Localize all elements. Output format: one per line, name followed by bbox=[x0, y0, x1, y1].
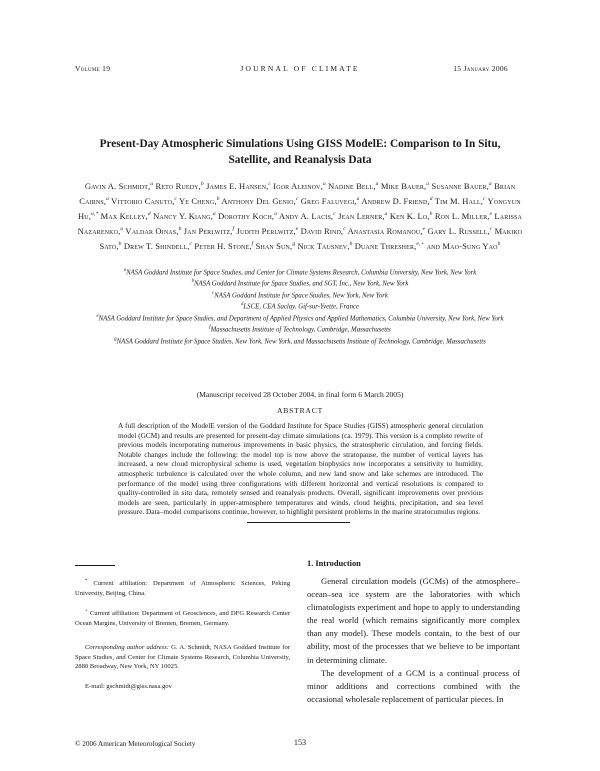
author-affiliation-marker: c bbox=[343, 226, 346, 233]
author-name: Jan Perlwitz, bbox=[183, 225, 233, 236]
author-affiliation-marker: a bbox=[488, 181, 492, 187]
footnote-divider bbox=[75, 565, 115, 566]
author-affiliation-marker: a bbox=[356, 196, 360, 203]
author-name: Reto Ruedy, bbox=[155, 180, 201, 191]
corresponding-author bbox=[75, 643, 290, 672]
author-affiliation-marker: d bbox=[147, 211, 151, 218]
author-name: Nick Tausnev, bbox=[297, 240, 350, 251]
author-name: David Rind, bbox=[300, 225, 344, 236]
affiliation-text: LSCE, CEA Saclay, Gif-sur-Yvette, France bbox=[243, 303, 359, 311]
affiliation-item bbox=[76, 289, 524, 300]
affiliation-marker: a bbox=[123, 268, 127, 273]
author-name: Makiko Sato, bbox=[99, 225, 523, 251]
author-affiliation-marker: c bbox=[333, 211, 336, 218]
affiliation-marker: b bbox=[191, 279, 194, 285]
introduction-body bbox=[307, 575, 520, 706]
footnote-text: Current affiliation: Department of Geosciences, and DFG Research Center Ocean Margins, University of Bremen, Bremen, Germany. bbox=[75, 610, 290, 627]
body-paragraph: The development of a GCM is a continual process of minor additions and corrections combined with the occasional wholesale replacement of particular pieces. In bbox=[307, 667, 520, 704]
author-affiliation-marker: e,+ bbox=[416, 241, 425, 248]
author-affiliation-marker: g bbox=[292, 241, 296, 248]
author-affiliation-marker: c bbox=[482, 196, 486, 203]
author-affiliation-marker: b bbox=[497, 241, 501, 248]
running-header-volume: Volume 19 bbox=[75, 64, 111, 73]
author-affiliation-marker: b bbox=[178, 226, 182, 233]
affiliation-item bbox=[76, 323, 524, 334]
author-name: Vittorio Canuto, bbox=[111, 195, 175, 206]
author-affiliation-marker: e bbox=[489, 211, 493, 218]
author-name: Duane Thresher, bbox=[354, 240, 417, 251]
affiliation-list bbox=[76, 266, 524, 346]
author-affiliation-marker: a bbox=[375, 181, 379, 187]
author-name: Anastasia Romanou, bbox=[347, 225, 423, 236]
copyright-notice: © 2006 American Meteorological Society bbox=[75, 740, 196, 748]
running-header-date: 15 January 2006 bbox=[453, 64, 508, 73]
section-heading-introduction: 1. Introduction bbox=[307, 559, 361, 568]
corresponding-label: Corresponding author address: bbox=[85, 644, 170, 651]
author-name: Nancy Y. Kiang, bbox=[153, 210, 213, 221]
author-name: Shan Sun, bbox=[255, 240, 293, 251]
affiliation-item bbox=[76, 266, 524, 277]
author-affiliation-marker: a bbox=[106, 196, 110, 203]
author-name: Susanne Bauer, bbox=[431, 180, 489, 191]
affiliation-marker: f bbox=[209, 325, 211, 331]
author-affiliation-marker: c bbox=[489, 226, 493, 233]
paper-title-line: Satellite, and Reanalysis Data bbox=[228, 153, 372, 166]
author-name: Peter H. Stone, bbox=[194, 240, 252, 251]
author-affiliation-marker: a bbox=[150, 181, 154, 187]
author-name: Gary L. Russell, bbox=[427, 225, 490, 236]
author-affiliation-marker: a bbox=[212, 211, 216, 218]
author-affiliation-marker: b bbox=[216, 196, 220, 203]
abstract-text: A full description of the ModelE version of the Goddard Institute for Space Studies (GISS) atmospheric general circulation model (GCM) and results are presented for present-day climate simulations (ca. 1979). This version is a complete rewrite of previous models incorporating numerous improvements in basic physics, the stratospheric circulation, and forcing fields. Notable changes include the following: the model top is now above the stratopause, the number of vertical layers has increased, a new cloud microphysical scheme is used, vegetation biophysics now incorporates a sensitivity to humidity, atmospheric turbulence is calculated over the whole column, and new land snow and lake schemes are introduced. The performance of the model using three configurations with different horizontal and vertical resolutions is compared to quality-controlled in situ data, remotely sensed and reanalysis products. Overall, significant improvements over previous models are seen, particularly in upper-atmosphere temperatures and winds, cloud heights, precipitation, and sea level pressure. Data–model comparisons continue, however, to highlight persistent problems in the marine stratocumulus regions. bbox=[118, 421, 483, 517]
manuscript-dates: (Manuscript received 28 October 2004, in final form 6 March 2005) bbox=[196, 390, 404, 399]
author-name: Andy A. Lacis, bbox=[278, 210, 334, 221]
author-name: Dorothy Koch, bbox=[218, 210, 275, 221]
author-name: Greg Faluvegi, bbox=[300, 195, 357, 206]
author-name: Larissa Nazarenko, bbox=[77, 210, 522, 236]
affiliation-item bbox=[76, 312, 524, 323]
author-affiliation-marker: f bbox=[232, 226, 235, 233]
author-name: Anthony Del Genio, bbox=[221, 195, 296, 206]
affiliation-text: NASA Goddard Institute for Space Studies, New York, New York, and Massachusetts Institute of Technology, Cambridge, Massachusetts bbox=[116, 338, 486, 346]
author-affiliation-marker: a bbox=[426, 181, 430, 187]
author-affiliation-marker: a bbox=[274, 211, 278, 218]
affiliation-item bbox=[76, 300, 524, 311]
author-affiliation-marker: a bbox=[120, 226, 124, 233]
author-name: Andrew D. Friend, bbox=[361, 195, 430, 206]
author-affiliation-marker: a bbox=[384, 211, 388, 218]
author-name: James E. Hansen, bbox=[206, 180, 269, 191]
footnote-marker: + bbox=[85, 609, 88, 614]
footnote-affiliation-2 bbox=[75, 607, 290, 628]
author-affiliation-marker: c bbox=[268, 181, 271, 187]
paper-title bbox=[80, 137, 520, 168]
author-affiliation-marker: e bbox=[422, 226, 426, 233]
abstract-heading: ABSTRACT bbox=[276, 406, 324, 415]
body-paragraph: General circulation models (GCMs) of the atmosphere–ocean–sea ice system are the laboratories with which climatologists experiment and hope to apply to understanding the real world (which remains significantly more complex than any model). These models contain, to the best of our ability, most of the processes that we believe to be important in determining climate. bbox=[307, 576, 520, 665]
author-affiliation-marker: b bbox=[118, 241, 122, 248]
affiliation-item bbox=[76, 335, 524, 346]
affiliation-marker: c bbox=[212, 290, 215, 296]
author-affiliation-marker: c bbox=[174, 196, 177, 203]
author-name: Valdar Oinas, bbox=[125, 225, 179, 236]
author-name: Igor Aleinov, bbox=[273, 180, 323, 191]
affiliation-text: NASA Goddard Institute for Space Studies, and Center for Climate Systems Research, Columbia University, New York, New York bbox=[126, 269, 477, 277]
author-affiliation-marker: d bbox=[429, 196, 433, 203]
author-affiliation-marker: b bbox=[200, 181, 204, 187]
affiliation-text: Massachusetts Institute of Technology, Cambridge, Massachusetts bbox=[210, 326, 391, 334]
footnote-marker: * bbox=[85, 579, 88, 584]
affiliation-marker: d bbox=[241, 302, 244, 308]
author-name: Ye Cheng, bbox=[178, 195, 217, 206]
section-divider bbox=[247, 522, 350, 523]
affiliation-marker: e bbox=[96, 313, 99, 319]
email-text: E-mail: gschmidt@giss.nasa.gov bbox=[85, 683, 172, 690]
author-name: Nadine Bell, bbox=[328, 180, 376, 191]
author-affiliation-marker: b bbox=[429, 211, 433, 218]
author-name: Judith Perlwitz, bbox=[236, 225, 296, 236]
author-affiliation-marker: c bbox=[295, 196, 299, 203]
author-name: Yongyun Hu, bbox=[78, 195, 521, 221]
author-affiliation-marker: a,* bbox=[91, 211, 99, 218]
affiliation-marker: g bbox=[114, 336, 117, 342]
author-affiliation-marker: f bbox=[251, 241, 254, 248]
author-name: Tim M. Hall, bbox=[434, 195, 483, 206]
author-affiliation-marker: e bbox=[295, 226, 299, 233]
author-list bbox=[70, 178, 530, 253]
running-header-journal: JOURNAL OF CLIMATE bbox=[240, 64, 360, 73]
affiliation-text: NASA Goddard Institute for Space Studies, and Department of Applied Physics and Applied Mathematics, Columbia University, New York, New York bbox=[98, 315, 504, 323]
author-name: Ken K. Lo, bbox=[389, 210, 430, 221]
page-number: 153 bbox=[293, 738, 307, 747]
affiliation-text: NASA Goddard Institute for Space Studies, and SGT, Inc., New York, New York bbox=[193, 280, 409, 288]
author-name: Max Kelley, bbox=[100, 210, 148, 221]
author-affiliation-marker: c bbox=[189, 241, 193, 248]
affiliation-item bbox=[76, 277, 524, 288]
author-name: Brian Cairns, bbox=[79, 180, 516, 206]
author-name: Drew T. Shindell, bbox=[123, 240, 190, 251]
author-affiliation-marker: b bbox=[349, 241, 353, 248]
footnote-text: Current affiliation: Department of Atmospheric Sciences, Peking University, Beijing, China. bbox=[75, 580, 290, 597]
author-name: Gavin A. Schmidt, bbox=[84, 180, 151, 191]
author-name: Mike Bauer, bbox=[380, 180, 427, 191]
author-name: Jean Lerner, bbox=[338, 210, 385, 221]
author-affiliation-marker: a bbox=[322, 181, 326, 187]
paper-title-line: Present-Day Atmospheric Simulations Using GISS ModelE: Comparison to In Situ, bbox=[99, 138, 501, 150]
corresponding-email[interactable] bbox=[75, 682, 290, 692]
author-name: and Mao-Sung Yao bbox=[426, 240, 498, 251]
corresponding-address: G. A. Schmidt, NASA Goddard Institute for Space Studies, and Center for Climate Systems Research, Columbia University, 2880 Broadway, New York, NY 10025. bbox=[75, 644, 290, 670]
author-name: Ron L. Miller, bbox=[434, 210, 490, 221]
footnote-affiliation-1 bbox=[75, 577, 290, 598]
affiliation-text: NASA Goddard Institute for Space Studies, New York, New York bbox=[214, 292, 388, 300]
